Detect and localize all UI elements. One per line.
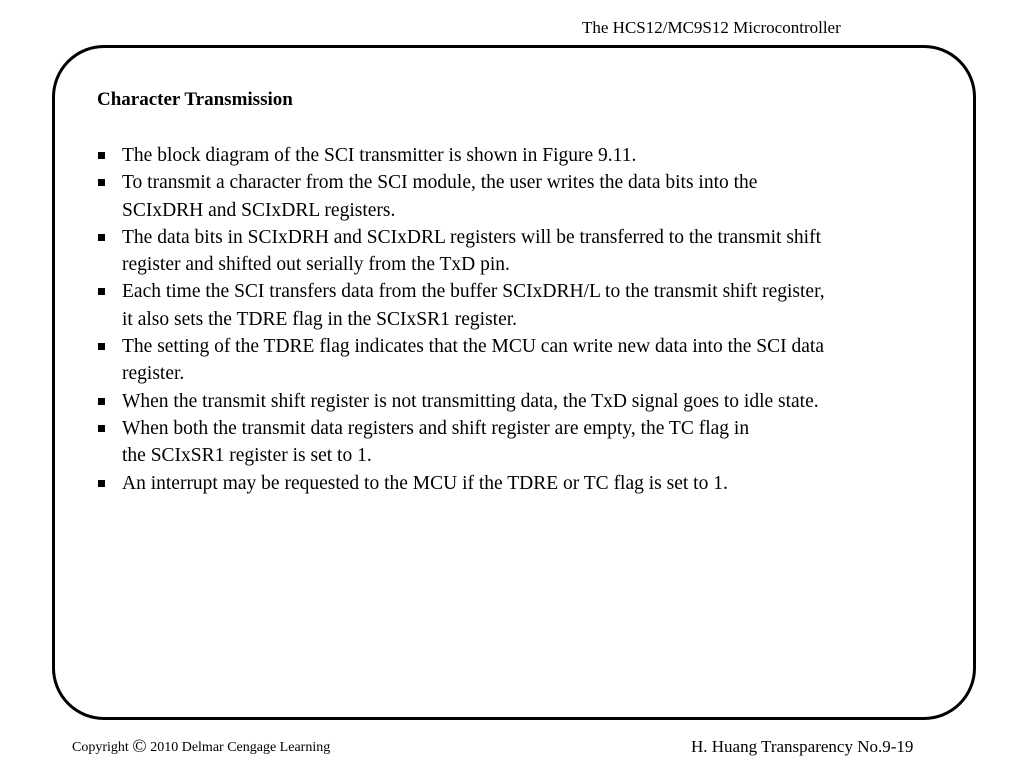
bullet-item xyxy=(97,388,957,415)
bullet-text-line: register and shifted out serially from the TxD pin. xyxy=(122,254,510,276)
bullet-text-line: The data bits in SCIxDRH and SCIxDRL registers will be transferred to the transmit shift xyxy=(122,226,821,248)
bullet-text-line: SCIxDRH and SCIxDRL registers. xyxy=(122,199,396,221)
bullet-item xyxy=(97,169,957,224)
bullet-text-line: When both the transmit data registers and shift register are empty, the TC flag in xyxy=(122,417,750,439)
bullet-text-line: register. xyxy=(122,363,185,385)
square-bullet-icon xyxy=(98,288,105,295)
bullet-text-line: the SCIxSR1 register is set to 1. xyxy=(122,445,372,467)
bullet-text-line: To transmit a character from the SCI module, the user writes the data bits into the xyxy=(122,172,758,194)
bullet-item xyxy=(97,333,957,388)
square-bullet-icon xyxy=(98,179,105,186)
bullet-text-line: An interrupt may be requested to the MCU if the TDRE or TC flag is set to 1. xyxy=(122,472,728,494)
square-bullet-icon xyxy=(98,343,105,350)
square-bullet-icon xyxy=(98,152,105,159)
bullet-text-line: When the transmit shift register is not transmitting data, the TxD signal goes to idle state. xyxy=(122,390,819,412)
copyright-text: 2010 Delmar Cengage Learning xyxy=(150,740,331,755)
bullet-item xyxy=(97,415,957,470)
bullet-item xyxy=(97,278,957,333)
header-title: The HCS12/MC9S12 Microcontroller xyxy=(582,18,841,37)
bullet-item xyxy=(97,224,957,279)
bullet-list xyxy=(97,142,957,497)
bullet-text-line: The block diagram of the SCI transmitter is shown in Figure 9.11. xyxy=(122,145,637,166)
copyright-label: Copyright xyxy=(72,740,129,755)
square-bullet-icon xyxy=(98,398,105,405)
bullet-text-line: The setting of the TDRE flag indicates that the MCU can write new data into the SCI data xyxy=(122,336,824,358)
bullet-item xyxy=(97,470,957,497)
square-bullet-icon xyxy=(98,234,105,241)
square-bullet-icon xyxy=(98,425,105,432)
bullet-item xyxy=(97,142,957,169)
bullet-text-line: Each time the SCI transfers data from the buffer SCIxDRH/L to the transmit shift register, xyxy=(122,281,825,303)
footer-copyright xyxy=(72,737,330,758)
square-bullet-icon xyxy=(98,480,105,487)
transparency-number: H. Huang Transparency No.9-19 xyxy=(691,737,914,756)
slide-heading: Character Transmission xyxy=(97,89,293,110)
copyright-symbol: © xyxy=(132,736,147,757)
bullet-text-line: it also sets the TDRE flag in the SCIxSR1 register. xyxy=(122,308,518,330)
